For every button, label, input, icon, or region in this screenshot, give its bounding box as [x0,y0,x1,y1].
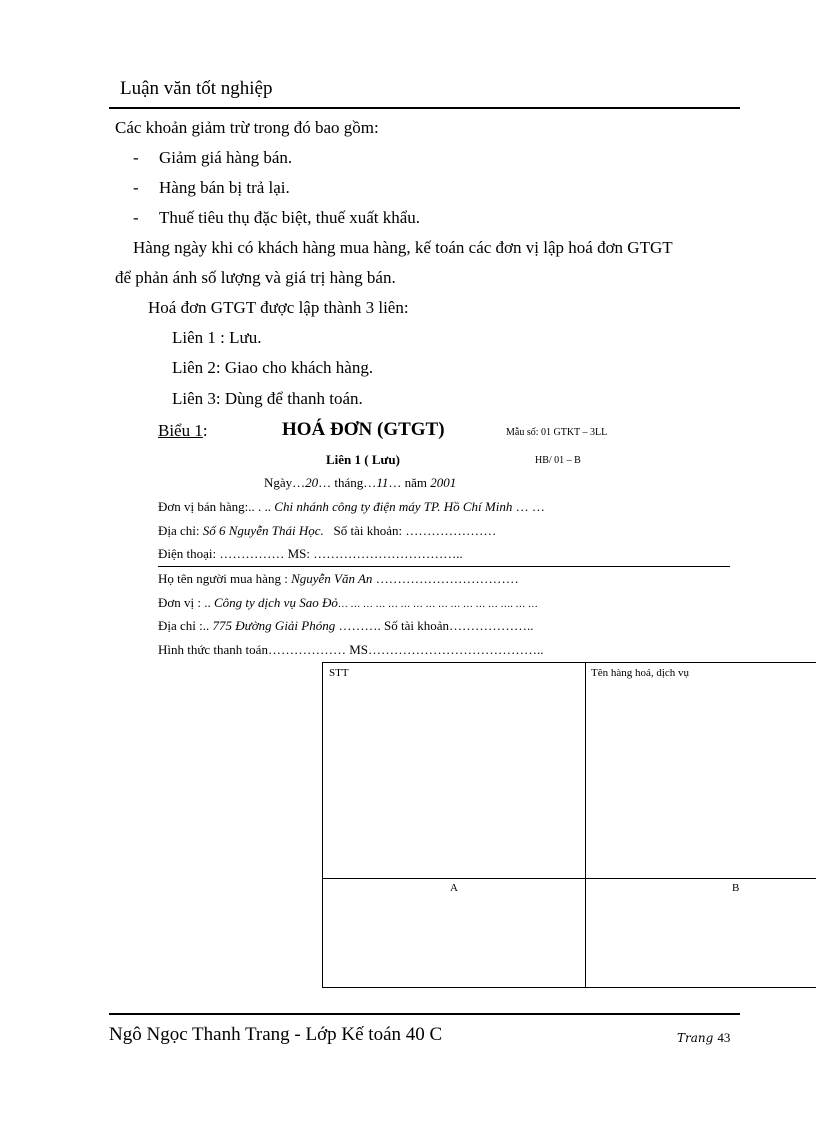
template-number: Mẫu số: 01 GTKT – 3LL [506,427,608,438]
invoice-title: HOÁ ĐƠN (GTGT) [282,419,445,440]
buyer-address-value: 775 Đường Giải Phóng [212,618,336,633]
buyer-address-row [158,618,534,634]
bullet-dash: - [133,148,139,167]
seller-address-row [158,523,496,539]
paragraph-line: để phản ánh số lượng và giá trị hàng bán. [115,268,396,287]
payment-row: Hình thức thanh toán……………… MS………………………………….. [158,642,544,657]
copy-item: Liên 2: Giao cho khách hàng. [172,358,374,377]
bullet-dash: - [133,178,139,197]
seller-account: Số tài khoản: ………………… [333,523,497,538]
copy-item: Liên 3: Dùng để thanh toán. [172,389,363,408]
seller-address-label: Địa chỉ: [158,523,200,538]
goods-table [322,662,816,988]
invoice-series: HB/ 01 – B [535,455,581,466]
buyer-name-tail: …………………………… [375,571,519,586]
date-year: 2001 [430,475,457,490]
bullet-item [133,148,292,168]
table-code-a: A [450,882,458,894]
seller-address-value: Số 6 Nguyễn Thái Học. [202,523,324,538]
table-header-stt: STT [329,667,349,679]
table-header-goods: Tên hàng hoá, dịch vụ [591,667,690,679]
header-divider [109,107,740,109]
deductions-intro: Các khoản giảm trừ trong đó bao gồm: [115,118,379,137]
table-code-b: B [732,882,740,894]
page-word: Trang [677,1031,714,1045]
buyer-name-row [158,571,519,587]
buyer-address-tail: ………. Số tài khoản……………….. [338,618,534,633]
buyer-unit-row [158,595,538,611]
seller-tail: … … [515,499,545,514]
paragraph-line: Hàng ngày khi có khách hàng mua hàng, kế toán các đơn vị lập hoá đơn GTGT [133,238,673,257]
footer-divider [109,1013,740,1015]
bullet-text: Giảm giá hàng bán. [159,148,293,167]
seller-row [158,499,545,515]
bullet-item [133,208,420,228]
bullet-item [133,178,290,198]
table-column-divider [585,662,586,987]
form-label [158,421,208,441]
date-month-label: … tháng… [318,475,377,490]
page-number [677,1029,730,1047]
copy-item: Liên 1 : Lưu. [172,328,262,347]
date-prefix: Ngày… [264,475,306,490]
buyer-unit-tail: … … … … … … … … … … … … … …. … … [337,599,538,610]
copy-label: Liên 1 ( Lưu) [326,452,400,467]
invoice-intro: Hoá đơn GTGT được lập thành 3 liên: [148,298,409,317]
bullet-dash: - [133,208,139,227]
seller-divider [158,566,730,567]
buyer-address-label: Địa chỉ :.. [158,618,210,633]
seller-name: Chi nhánh công ty điện máy TP. Hồ Chí Minh [274,499,513,514]
footer-author: Ngô Ngọc Thanh Trang - Lớp Kế toán 40 C [109,1024,443,1045]
seller-phone: Điện thoại: …………… MS: …………………………….. [158,546,463,561]
invoice-date [264,475,456,491]
form-label-colon: : [202,421,208,440]
bullet-text: Thuế tiêu thụ đặc biệt, thuế xuất khẩu. [159,208,421,227]
date-day: 20 [305,475,319,490]
bullet-text: Hàng bán bị trả lại. [159,178,290,197]
table-row-divider [322,878,816,879]
buyer-unit-value: Công ty dịch vụ Sao Đỏ [214,595,338,610]
buyer-name-label: Họ tên người mua hàng : [158,571,288,586]
seller-label: Đơn vị bán hàng:.. . .. [158,499,272,514]
buyer-unit-label: Đơn vị : .. [158,595,211,610]
page-header-title: Luận văn tốt nghiệp [120,78,273,99]
page-number-value: 43 [717,1030,731,1045]
form-label-text: Biểu 1 [158,421,203,440]
date-month: 11 [376,475,389,490]
buyer-name-value: Nguyễn Văn An [291,571,373,586]
date-year-label: … năm [388,475,427,490]
